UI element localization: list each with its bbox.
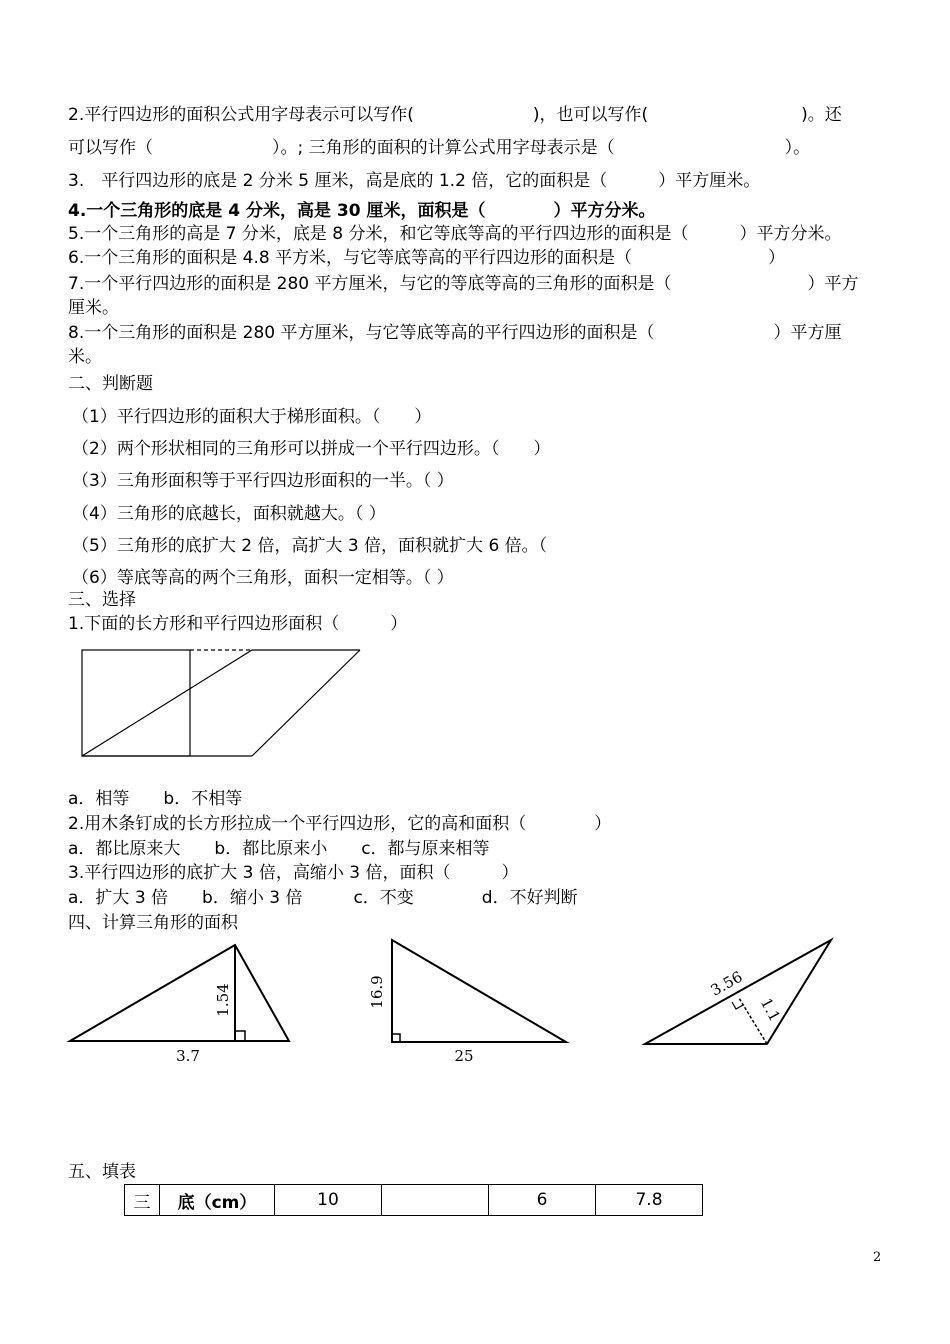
question-2-line2: 可以写作（ ）。; 三角形的面积的计算公式用字母表示是（ ）。: [68, 138, 811, 158]
question-5: 5.一个三角形的高是 7 分米，底是 8 分米，和它等底等高的平行四边形的面积是（ ）平方分米。: [68, 224, 842, 244]
triangle-2-base-label: 25: [454, 1047, 474, 1065]
triangle-2-height-label: 16.9: [368, 975, 386, 1009]
question-8-line2: 米。: [68, 347, 102, 367]
table-header-cell: 底（cm）: [160, 1185, 275, 1216]
triangle-1: [60, 935, 310, 1070]
triangle-1-height-label: 1.54: [214, 983, 232, 1017]
choice-options-3: a．扩大 3 倍 b．缩小 3 倍 c．不变 d．不好判断: [68, 888, 578, 908]
choice-question-2: 2.用木条钉成的长方形拉成一个平行四边形，它的高和面积（ ）: [68, 814, 612, 834]
choice-question-1: 1.下面的长方形和平行四边形面积（ ）: [68, 614, 408, 634]
table-row-label: 三: [125, 1185, 160, 1216]
parallelogram-right-side: [252, 650, 360, 756]
triangle-3-height-label: 1.1: [756, 994, 784, 1025]
triangle-3: [635, 930, 845, 1055]
question-4: 4.一个三角形的底是 4 分米，高是 30 厘米，面积是（ ）平方分米。: [68, 201, 656, 221]
section-calc-heading: 四、计算三角形的面积: [68, 913, 238, 933]
rectangle-shape: [82, 650, 190, 756]
table-cell[interactable]: [382, 1185, 489, 1216]
judge-item-5: （5）三角形的底扩大 2 倍，高扩大 3 倍，面积就扩大 6 倍。（: [72, 536, 548, 556]
table-row: [125, 1185, 703, 1216]
section-table-heading: 五、填表: [68, 1162, 136, 1182]
question-8-line1: 8.一个三角形的面积是 280 平方厘米，与它等底等高的平行四边形的面积是（ ）平方厘: [68, 323, 842, 343]
section-choice-heading: 三、选择: [68, 590, 136, 610]
section-judge-heading: 二、判断题: [68, 374, 153, 394]
question-6: 6.一个三角形的面积是 4.8 平方米，与它等底等高的平行四边形的面积是（ ）: [68, 248, 786, 268]
question-2-line1: 2.平行四边形的面积公式用字母表示可以写作( )，也可以写作( )。还: [68, 105, 842, 125]
table-cell[interactable]: 10: [275, 1185, 382, 1216]
judge-item-2: （2）两个形状相同的三角形可以拼成一个平行四边形。（ ）: [72, 439, 551, 459]
judge-item-4: （4）三角形的底越长，面积就越大。（ ）: [72, 504, 386, 524]
table-cell[interactable]: 6: [489, 1185, 596, 1216]
triangle-1-base-label: 3.7: [176, 1047, 200, 1065]
judge-item-1: （1）平行四边形的面积大于梯形面积。（ ）: [72, 407, 432, 427]
fill-table: [124, 1184, 703, 1216]
choice-options-2: a．都比原来大 b．都比原来小 c．都与原来相等: [68, 839, 490, 859]
parallelogram-left-side: [82, 650, 252, 756]
judge-item-3: （3）三角形面积等于平行四边形面积的一半。（ ）: [72, 471, 454, 491]
question-7-line2: 厘米。: [68, 298, 119, 318]
table-cell[interactable]: 7.8: [596, 1185, 703, 1216]
choice-question-3: 3.平行四边形的底扩大 3 倍，高缩小 3 倍，面积（ ）: [68, 863, 519, 883]
question-3: 3. 平行四边形的底是 2 分米 5 厘米，高是底的 1.2 倍，它的面积是（ ）平方厘米。: [68, 171, 761, 191]
triangle-3-side-label: 3.56: [707, 967, 746, 1000]
page-number: 2: [873, 1250, 882, 1265]
rectangle-parallelogram-figure: [70, 640, 370, 765]
choice-options-1: a．相等 b．不相等: [68, 789, 243, 809]
question-7-line1: 7.一个平行四边形的面积是 280 平方厘米，与它的等底等高的三角形的面积是（ ）平方: [68, 274, 859, 294]
triangle-2: [360, 930, 580, 1070]
judge-item-6: （6）等底等高的两个三角形，面积一定相等。（ ）: [72, 568, 454, 588]
